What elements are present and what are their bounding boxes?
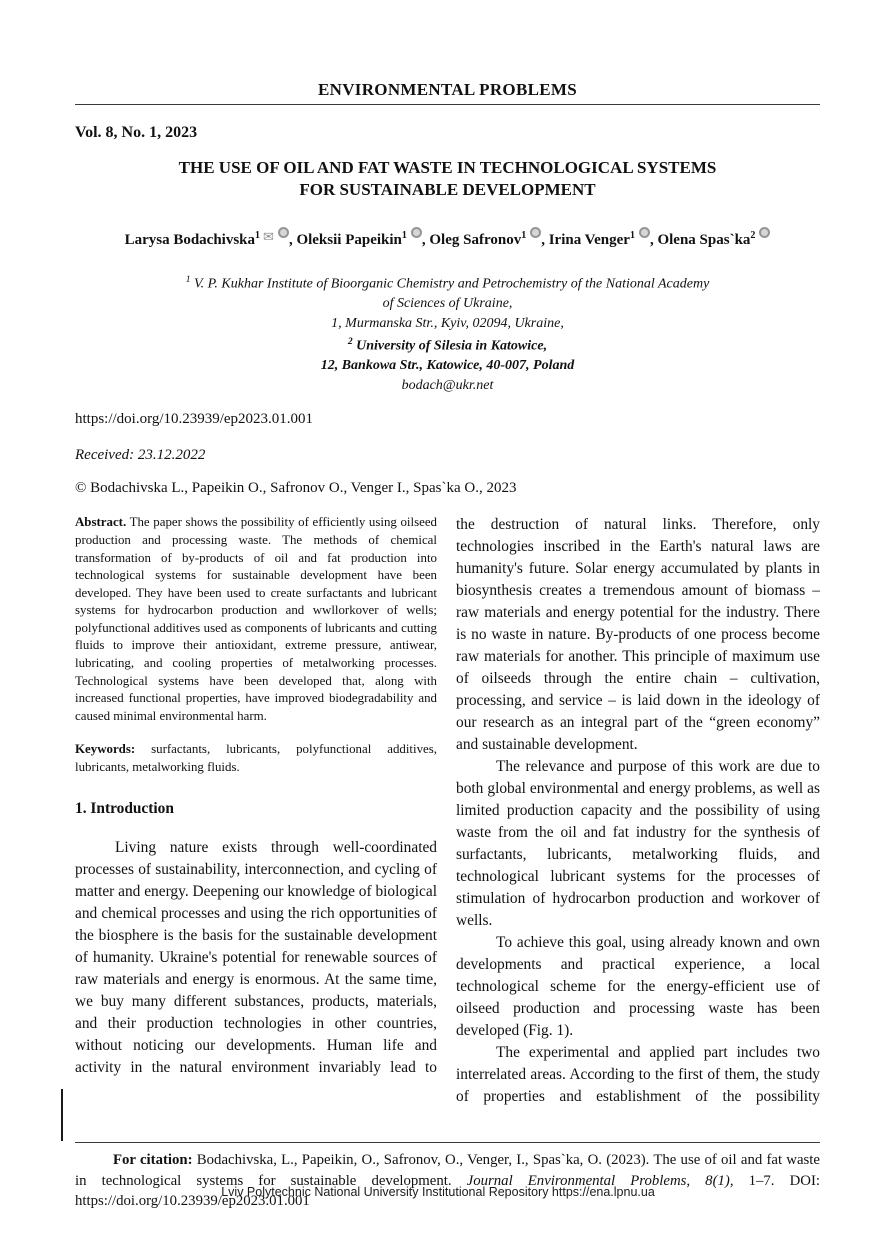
article-title xyxy=(75,157,820,201)
orcid-icon xyxy=(411,227,422,238)
body-paragraph: To achieve this goal, using already known and own developments and practical experience, a local technological scheme for the energy-efficient use of oilseed production and processing waste has been developed (Fig. 1). xyxy=(456,934,820,1040)
affiliation-line: 1, Murmanska Str., Kyiv, 02094, Ukraine, xyxy=(331,315,564,331)
received-date: Received: 23.12.2022 xyxy=(75,447,206,464)
introduction-paragraph: Living nature exists through well-coordinated processes of sustainability, interconnection, and cycling of matter and energy. Deepening our knowledge of biological and chemical processes and using the rich opportunities of the biosphere is the basis for the sustainable development of humanity. Ukraine's potential for renewable sources of raw materials and energy is enormous. At the same time, we buy many different substances, products, materials, and their production technologies in other countries, without noticing our developments. Human life and activity in the natural environment invariably lead to xyxy=(75,838,437,1076)
two-column-body xyxy=(75,514,820,1108)
doi-link: https://doi.org/10.23939/ep2023.01.001 xyxy=(75,411,314,428)
issue-info: Vol. 8, No. 1, 2023 xyxy=(75,124,198,141)
abstract-paragraph xyxy=(75,514,437,725)
affiliation-line: $^2$ University of Silesia in Katowice, xyxy=(347,337,548,354)
left-column xyxy=(75,514,437,1108)
affiliation-line: of Sciences of Ukraine, xyxy=(382,296,513,312)
journal-name: ENVIRONMENTAL PROBLEMS xyxy=(75,80,820,105)
citation-text: Bodachivska, L., Papeikin, O., Safronov, O., Venger, I., Spas`ka, O. (2023). The use of oil and fat waste in technological systems for sustainable development. xyxy=(75,1152,820,1189)
affiliation-line: $^1$ V. P. Kukhar Institute of Bioorganic Chemistry and Petrochemistry of the National Academy xyxy=(185,275,710,292)
author-name: Olena $Spas`ka^2$ xyxy=(657,230,756,248)
author-name: Larysa Bodachivska$^1$ xyxy=(124,230,261,248)
email-icon: ✉ xyxy=(263,229,274,244)
abstract-label: Abstract. xyxy=(75,515,127,530)
paper-page xyxy=(75,0,820,1212)
article-title-line2: FOR SUSTAINABLE DEVELOPMENT xyxy=(299,180,596,199)
orcid-icon xyxy=(530,227,541,238)
orcid-icon xyxy=(278,227,289,238)
copyright-notice: © Bodachivska L., Papeikin O., Safronov O., Venger I., Spas`ka O., 2023 xyxy=(75,480,517,497)
citation-label: For citation: xyxy=(113,1152,193,1169)
introduction-heading: 1. Introduction xyxy=(75,799,174,817)
keywords-text: surfactants, lubricants, polyfunctional additives, lubricants, metalworking fluids. xyxy=(75,742,437,775)
abstract-text: The paper shows the possibility of efficiently using oilseed production and processing waste. The methods of chemical transformation of by-products of oil and fat production into technological systems for sustainable development have been developed. They have been used to create surfactants and lubricant systems for hydrocarbon production and wwllorkover of wells; polyfunctional additives used as components of lubricants and cutting fluids to improve their antioxidant, extreme pressure, antiwear, lubricating, and cooling properties of metalworking processes. Technological systems have been developed that, along with increased functional properties, have improved biodegradability and caused minimal environmental harm. xyxy=(75,515,437,723)
orcid-icon xyxy=(759,227,770,238)
author-separator: , xyxy=(541,232,549,248)
author-separator: , xyxy=(649,232,658,248)
body-paragraph: The experimental and applied part includes two interrelated areas. According to the first of them, the study of properties and establishment of the possibility xyxy=(456,1044,820,1106)
body-paragraph: the destruction of natural links. Therefore, only technologies inscribed in the Earth's natural laws are humanity's future. Solar energy accumulated by plants in biosynthesis creates a tremendous amount of biomass – raw materials and energy potential for the industry. There is no waste in nature. By-products of one process become raw materials for another. This principle of maximum use of oilseeds through the entire chain – cultivation, processing, and service – is laid down in the ideology of our research as an integral part of the “green economy” and sustainable development. xyxy=(456,516,820,754)
orcid-icon xyxy=(639,227,650,238)
author-name: Oleksii Papeikin$^1$ xyxy=(296,230,407,248)
keywords-paragraph xyxy=(75,741,437,776)
affiliations-block xyxy=(75,271,820,395)
authors-line xyxy=(75,225,820,251)
citation-block xyxy=(75,1142,820,1212)
body-paragraph: The relevance and purpose of this work are due to both global environmental and energy problems, as well as limited production capacity and the possibility of using waste from the oil and fat industry for the synthesis of surfactants, lubricants, metalworking fluids, and technological lubricant systems for the processes of stimulation of hydrocarbon production and workover of wells. xyxy=(456,758,820,930)
author-name: Irina Venger$^1$ xyxy=(548,230,635,248)
page-edge-mark xyxy=(61,1089,63,1141)
repository-note: Lviv Polytechnic National University Institutional Repository https://ena.lpnu.ua xyxy=(221,1185,655,1199)
author-separator: , xyxy=(421,232,430,248)
contact-email: bodach@ukr.net xyxy=(401,377,494,393)
author-separator: , xyxy=(288,232,297,248)
citation-journal: Journal Environmental Problems, 8(1), xyxy=(466,1172,734,1189)
right-column xyxy=(456,514,820,1108)
affiliation-line: 12, Bankowa Str., Katowice, 40-007, Poland xyxy=(320,358,575,374)
keywords-label: Keywords: xyxy=(75,742,136,757)
citation-pages-doi: 1–7. DOI: https://doi.org/10.23939/ep2023.01.001 xyxy=(75,1172,820,1210)
author-name: Oleg Safronov$^1$ xyxy=(429,230,527,248)
article-title-line1: THE USE OF OIL AND FAT WASTE IN TECHNOLOGICAL SYSTEMS xyxy=(178,158,717,177)
